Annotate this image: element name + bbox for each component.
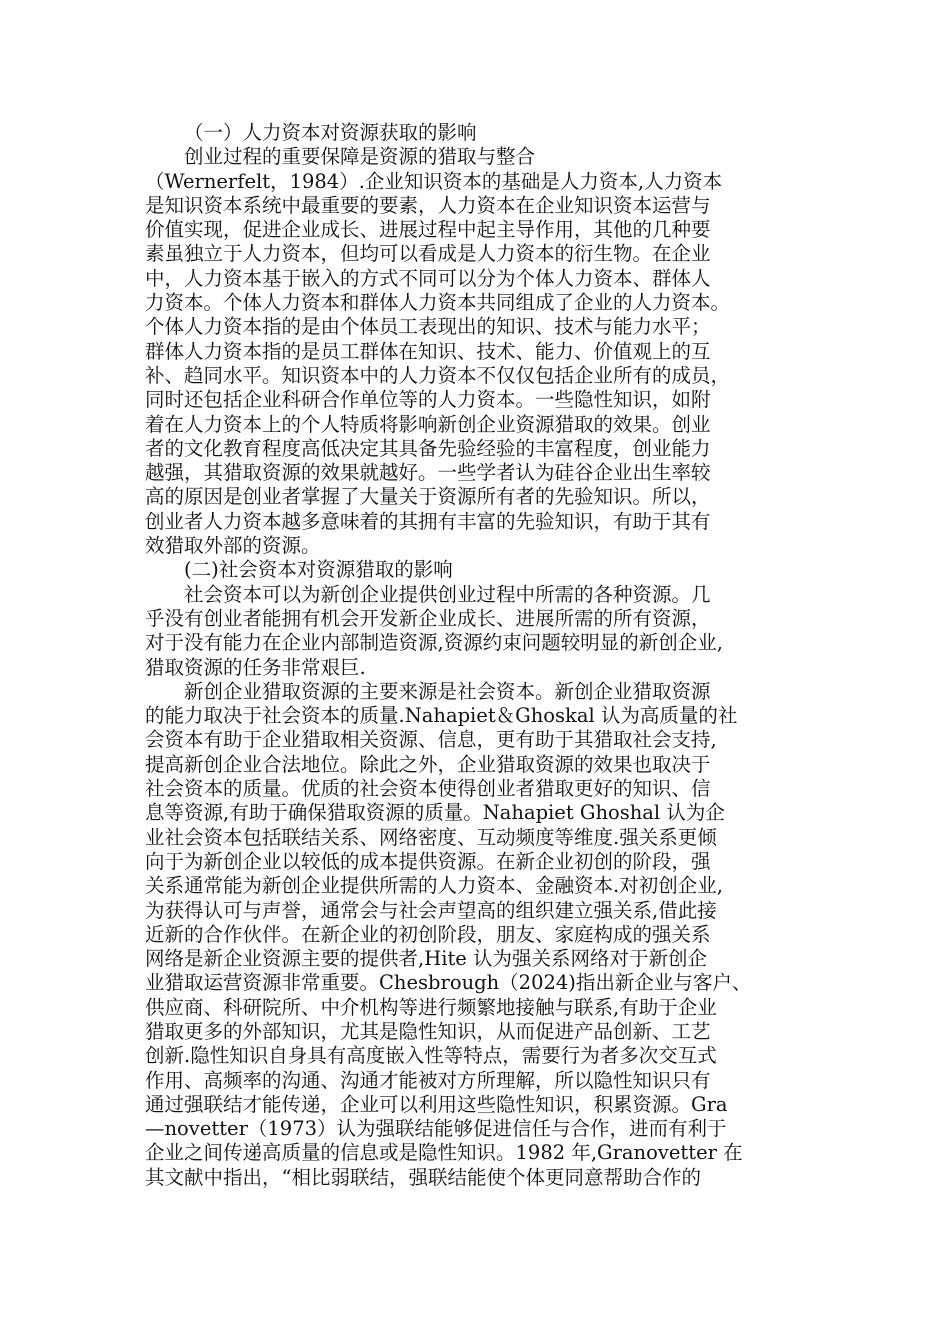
text-line: 高的原因是创业者掌握了大量关于资源所有者的先验知识。所以，: [145, 485, 711, 509]
text-line: 创业过程的重要保障是资源的猎取与整合: [184, 145, 536, 169]
text-line: 猎取更多的外部知识，尤其是隐性知识，从而促进产品创新、工艺: [145, 1019, 711, 1043]
text-line: 对于没有能力在企业内部制造资源,资源约束问题较明显的新创企业,: [145, 631, 723, 655]
document-page: [145, 121, 810, 1190]
text-line: 猎取资源的任务非常艰巨.: [145, 655, 366, 679]
text-line: 同时还包括企业科研合作单位等的人力资本。一些隐性知识，如附: [145, 388, 711, 412]
text-line: 社会资本的质量。优质的社会资本使得创业者猎取更好的知识、信: [145, 777, 711, 801]
text-line: 素虽独立于人力资本，但均可以看成是人力资本的衍生物。在企业: [145, 242, 711, 266]
text-line: 力资本。个体人力资本和群体人力资本共同组成了企业的人力资本。: [145, 291, 731, 315]
text-line: 提高新创企业合法地位。除此之外，企业猎取资源的效果也取决于: [145, 752, 711, 776]
text-line: 效猎取外部的资源。: [145, 534, 321, 558]
text-line: 的能力取决于社会资本的质量.Nahapiet＆Ghoskal 认为高质量的社: [145, 704, 738, 728]
text-line: （Wernerfelt，1984）.企业知识资本的基础是人力资本,人力资本: [145, 169, 723, 193]
text-line: 着在人力资本上的个人特质将影响新创企业资源猎取的效果。创业: [145, 412, 711, 436]
text-line: 补、趋同水平。知识资本中的人力资本不仅仅包括企业所有的成员，: [145, 363, 731, 387]
text-line: (二)社会资本对资源猎取的影响: [184, 558, 453, 582]
text-line: 为获得认可与声誉，通常会与社会声望高的组织建立强关系,借此接: [145, 898, 717, 922]
text-line: 息等资源,有助于确保猎取资源的质量。Nahapiet Ghoshal 认为企: [145, 801, 725, 825]
text-line: 业猎取运营资源非常重要。Chesbrough（2024)指出新企业与客户、: [145, 971, 752, 995]
text-line: 供应商、科研院所、中介机构等进行频繁地接触与联系,有助于企业: [145, 995, 717, 1019]
text-line: 是知识资本系统中最重要的要素，人力资本在企业知识资本运营与: [145, 193, 711, 217]
text-line: 社会资本可以为新创企业提供创业过程中所需的各种资源。几: [184, 582, 711, 606]
text-line: 向于为新创企业以较低的成本提供资源。在新企业初创的阶段，强: [145, 849, 711, 873]
text-line: 越强，其猎取资源的效果就越好。一些学者认为硅谷企业出生率较: [145, 461, 711, 485]
text-line: 企业之间传递高质量的信息或是隐性知识。1982 年,Granovetter 在: [145, 1141, 743, 1165]
text-line: 作用、高频率的沟通、沟通才能被对方所理解，所以隐性知识只有: [145, 1068, 711, 1092]
text-line: 创业者人力资本越多意味着的其拥有丰富的先验知识，有助于其有: [145, 509, 711, 533]
text-line: 中，人力资本基于嵌入的方式不同可以分为个体人力资本、群体人: [145, 266, 711, 290]
text-line: 乎没有创业者能拥有机会开发新企业成长、进展所需的所有资源，: [145, 606, 711, 630]
text-line: 个体人力资本指的是由个体员工表现出的知识、技术与能力水平；: [145, 315, 711, 339]
text-line: 会资本有助于企业猎取相关资源、信息，更有助于其猎取社会支持,: [145, 728, 717, 752]
text-line: 者的文化教育程度高低决定其具备先验经验的丰富程度，创业能力: [145, 436, 711, 460]
text-line: —novetter（1973）认为强联结能够促进信任与合作，进而有利于: [145, 1117, 727, 1141]
text-line: （一）人力资本对资源获取的影响: [184, 121, 477, 144]
text-line: 关系通常能为新创企业提供所需的人力资本、金融资本.对初创企业,: [145, 874, 723, 898]
text-line: 业社会资本包括联结关系、网络密度、互动频度等维度.强关系更倾: [145, 825, 717, 849]
text-line: 价值实现，促进企业成长、进展过程中起主导作用，其他的几种要: [145, 218, 711, 242]
text-line: 其文献中指出，“相比弱联结，强联结能使个体更同意帮助合作的: [145, 1165, 701, 1189]
text-line: 群体人力资本指的是员工群体在知识、技术、能力、价值观上的互: [145, 339, 711, 363]
text-line: 新创企业猎取资源的主要来源是社会资本。新创企业猎取资源: [184, 679, 711, 703]
text-line: 创新.隐性知识自身具有高度嵌入性等特点，需要行为者多次交互式: [145, 1044, 717, 1068]
text-line: 网络是新企业资源主要的提供者,Hite 认为强关系网络对于新创企: [145, 947, 708, 971]
text-line: 通过强联结才能传递，企业可以利用这些隐性知识，积累资源。Gra: [145, 1092, 728, 1116]
text-line: 近新的合作伙伴。在新企业的初创阶段，朋友、家庭构成的强关系: [145, 922, 711, 946]
